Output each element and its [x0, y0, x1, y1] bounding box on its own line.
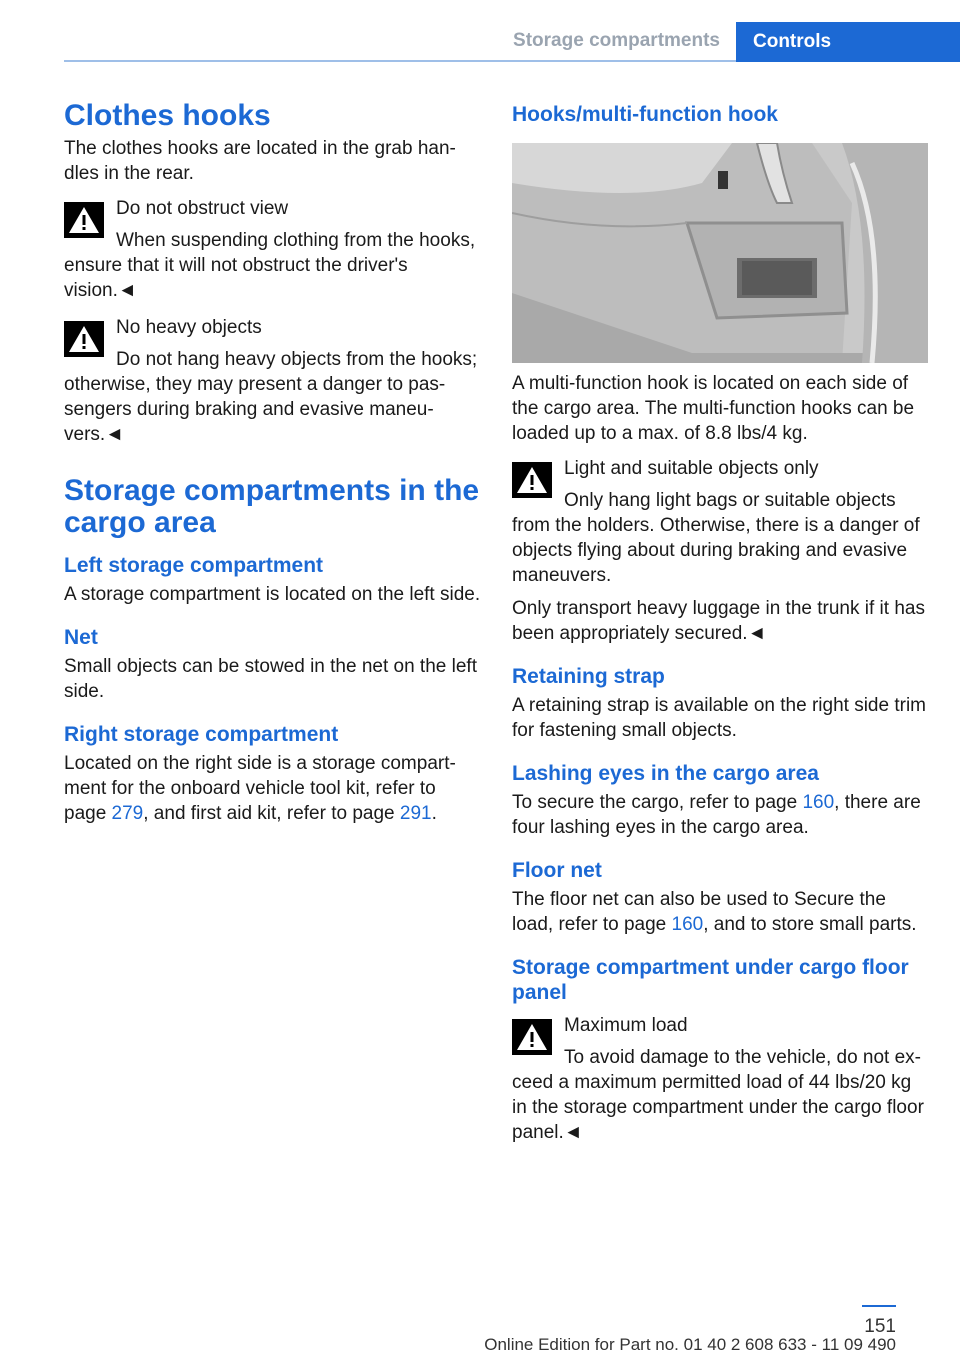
net-text: Small objects can be stowed in the net on the left side.	[64, 656, 477, 702]
clothes-hooks-intro: The clothes hooks are located in the grab han-dles in the rear.	[64, 138, 456, 184]
page-link-160[interactable]: 160	[802, 792, 835, 813]
warning-title: Do not obstruct view	[116, 198, 289, 219]
left-column	[64, 100, 482, 836]
right-compartment-text: Located on the right side is a storage compart-ment for the onboard vehicle tool kit, refer to page 279, and first aid kit, refer to page 291.	[64, 753, 456, 824]
luggage-secured-text: Only transport heavy luggage in the trunk if it has been appropriately secured.◄	[512, 598, 925, 644]
warning-title: Maximum load	[564, 1015, 688, 1036]
warning-obstruct-view	[64, 196, 482, 303]
heading-under-floor-compartment: Storage compartment under cargo floor panel	[512, 956, 909, 1004]
page-header	[0, 0, 960, 62]
warning-triangle-icon	[512, 462, 552, 498]
cargo-area-photo	[512, 143, 928, 363]
warning-triangle-icon	[64, 321, 104, 357]
retaining-strap-text: A retaining strap is available on the right side trim for fastening small objects.	[512, 695, 926, 741]
footer-edition: Online Edition for Part no. 01 40 2 608 633 - 11 09 490	[484, 1335, 896, 1354]
header-chapter-tab[interactable]: Controls	[736, 22, 960, 62]
page-number: 151	[864, 1316, 896, 1337]
heading-cargo-storage: Storage compartments in the cargo area	[64, 474, 480, 539]
header-section-title: Storage compartments	[513, 30, 720, 51]
warning-light-objects	[512, 456, 930, 588]
heading-retaining-strap: Retaining strap	[512, 665, 665, 688]
warning-no-heavy-objects	[64, 315, 482, 447]
right-column	[512, 100, 930, 1157]
warning-body	[64, 347, 482, 447]
lashing-eyes-text: To secure the cargo, refer to page 160, there are four lashing eyes in the cargo area.	[512, 792, 921, 838]
page-link-160[interactable]: 160	[671, 914, 704, 935]
page-link-279[interactable]: 279	[111, 803, 144, 824]
header-rule	[64, 60, 736, 62]
warning-body-text: Only hang light bags or suitable objects from the holders. Otherwise, there is a danger of objects flying about during braking and evasive maneuvers.	[512, 490, 920, 586]
floor-net-text: The floor net can also be used to Secure the load, refer to page 160, and to store small parts.	[512, 889, 917, 935]
warning-title: No heavy objects	[116, 317, 262, 338]
warning-body-text: Do not hang heavy objects from the hooks; otherwise, they may present a danger to pas-sengers during braking and evasive maneu-vers.◄	[64, 349, 478, 445]
warning-body	[512, 488, 930, 588]
hooks-text: A multi-function hook is located on each side of the cargo area. The multi-function hooks can be loaded up to a max. of 8.8 lbs/4 kg.	[512, 373, 915, 444]
warning-body	[64, 228, 482, 303]
warning-body-text: When suspending clothing from the hooks, ensure that it will not obstruct the driver's vision.◄	[64, 230, 476, 301]
left-compartment-text: A storage compartment is located on the left side.	[64, 584, 481, 605]
heading-clothes-hooks: Clothes hooks	[64, 99, 271, 132]
warning-triangle-icon	[512, 1019, 552, 1055]
warning-title: Light and suitable objects only	[564, 458, 819, 479]
footer-rule	[862, 1305, 896, 1307]
heading-floor-net: Floor net	[512, 859, 602, 882]
warning-maximum-load	[512, 1013, 930, 1145]
warning-body-text: To avoid damage to the vehicle, do not ex-ceed a maximum permitted load of 44 lbs/20 kg in the storage compartment under the cargo floor panel.◄	[512, 1047, 924, 1143]
heading-lashing-eyes: Lashing eyes in the cargo area	[512, 762, 819, 785]
page-link-291[interactable]: 291	[399, 803, 432, 824]
warning-triangle-icon	[64, 202, 104, 238]
warning-body	[512, 1045, 930, 1145]
heading-net: Net	[64, 626, 98, 649]
heading-left-compartment: Left storage compartment	[64, 554, 324, 577]
heading-right-compartment: Right storage compartment	[64, 723, 339, 746]
heading-hooks: Hooks/multi-function hook	[512, 103, 778, 126]
